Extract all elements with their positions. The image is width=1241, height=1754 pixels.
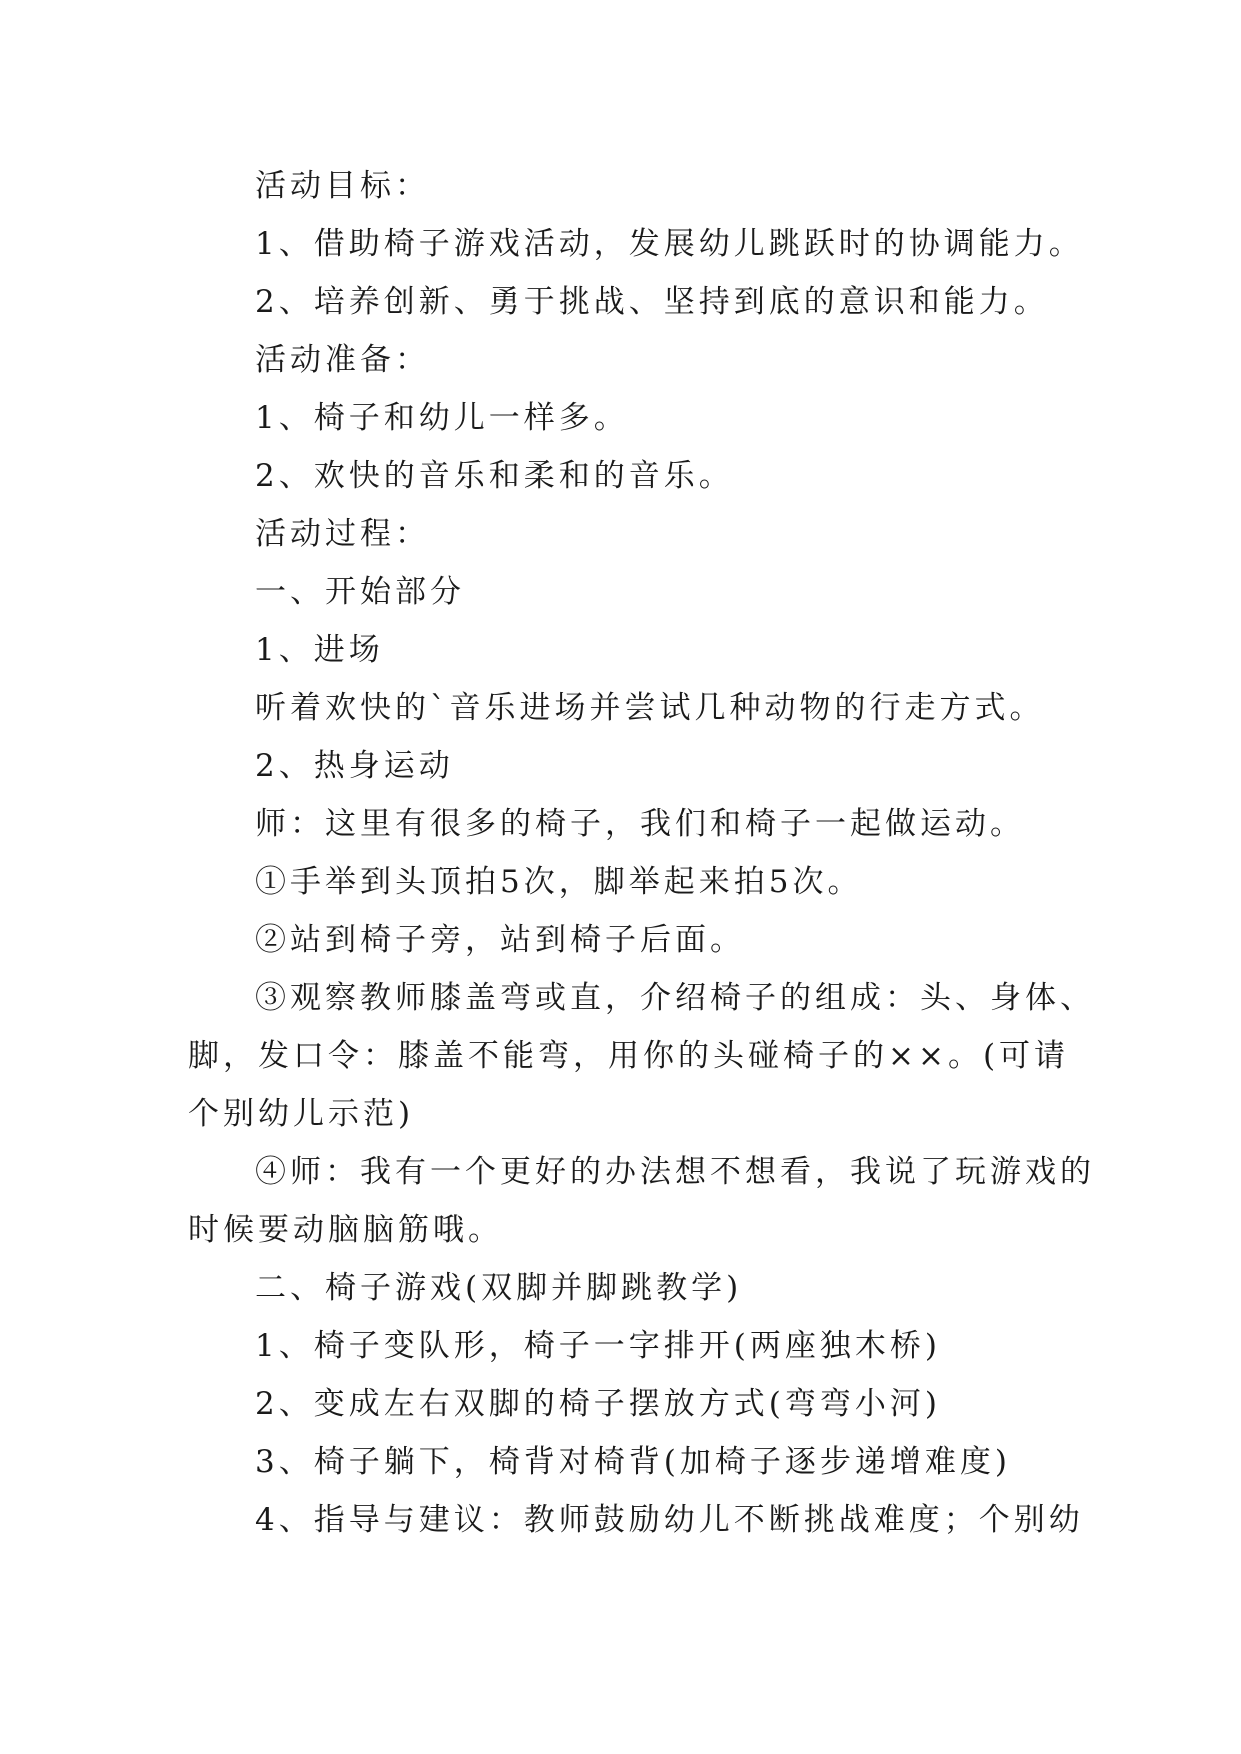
preparation-item-2: 2、欢快的音乐和柔和的音乐。 [255,458,734,494]
game-item-3: 3、椅子躺下，椅背对椅背(加椅子逐步递增难度) [255,1444,1011,1480]
goal-item-1: 1、借助椅子游戏活动，发展幼儿跳跃时的协调能力。 [255,226,1084,262]
heading-activity-goals: 活动目标： [255,168,430,204]
warmup-item-3-line-2: 脚，发口令：膝盖不能弯，用你的头碰椅子的××。(可请 [188,1038,1070,1074]
warmup-item-4-line-2: 时候要动脑脑筋哦。 [188,1212,503,1248]
section-opening: 一、开始部分 [255,574,465,610]
game-item-2: 2、变成左右双脚的椅子摆放方式(弯弯小河) [255,1386,941,1422]
goal-item-2: 2、培养创新、勇于挑战、坚持到底的意识和能力。 [255,284,1049,320]
warmup-item-1: ①手举到头顶拍5次，脚举起来拍5次。 [255,864,863,900]
heading-activity-preparation: 活动准备： [255,342,430,378]
warmup-item-3-line-3: 个别幼儿示范) [188,1096,415,1132]
warmup-item-4-line-1: ④师：我有一个更好的办法想不想看，我说了玩游戏的 [255,1154,1095,1190]
warmup-item-2: ②站到椅子旁，站到椅子后面。 [255,922,745,958]
game-item-1: 1、椅子变队形，椅子一字排开(两座独木桥) [255,1328,941,1364]
paragraph-entry: 听着欢快的`音乐进场并尝试几种动物的行走方式。 [255,690,1045,726]
step-entry: 1、进场 [255,632,384,668]
game-item-4: 4、指导与建议：教师鼓励幼儿不断挑战难度；个别幼 [255,1502,1084,1538]
step-warmup: 2、热身运动 [255,748,454,784]
warmup-item-3-line-1: ③观察教师膝盖弯或直，介绍椅子的组成：头、身体、 [255,980,1095,1016]
section-chair-game: 二、椅子游戏(双脚并脚跳教学) [255,1270,743,1306]
preparation-item-1: 1、椅子和幼儿一样多。 [255,400,629,436]
heading-activity-process: 活动过程： [255,516,430,552]
paragraph-teacher-intro: 师：这里有很多的椅子，我们和椅子一起做运动。 [255,806,1025,842]
